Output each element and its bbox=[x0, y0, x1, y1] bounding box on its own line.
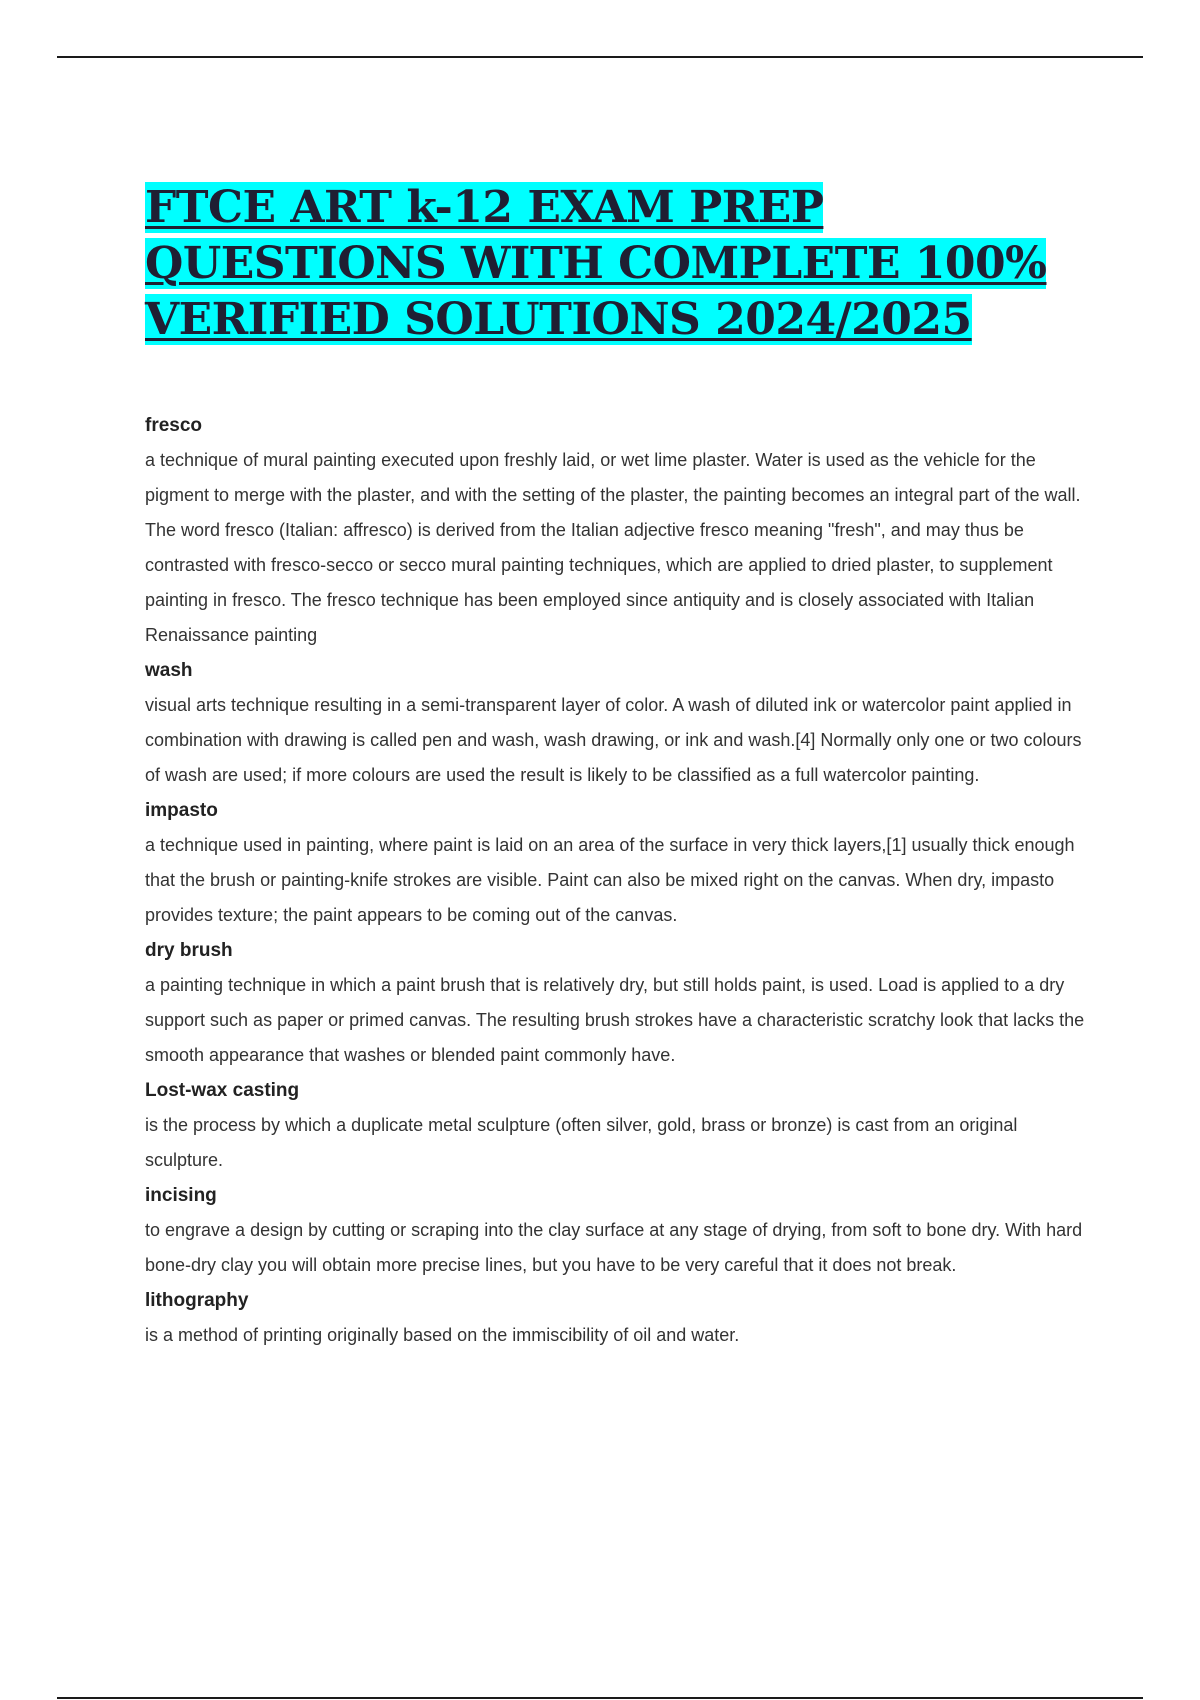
term-definition: a technique used in painting, where paint is laid on an area of the surface in very thick layers,[1] usually thick enough that the brush or painting-knife strokes are visible. Paint can also be mixed right on the canvas. When dry, impasto provides texture; the paint appears to be coming out of the canvas. bbox=[145, 835, 1075, 925]
term-heading: Lost-wax casting bbox=[145, 1080, 300, 1101]
term-heading: dry brush bbox=[145, 940, 233, 961]
term-definition: is the process by which a duplicate metal sculpture (often silver, gold, brass or bronze) is cast from an original sculpture. bbox=[145, 1115, 1018, 1170]
term-entry bbox=[145, 793, 1095, 933]
term-list bbox=[145, 408, 1095, 1353]
term-definition: is a method of printing originally based on the immiscibility of oil and water. bbox=[145, 1325, 740, 1345]
term-entry bbox=[145, 653, 1095, 793]
term-definition: to engrave a design by cutting or scraping into the clay surface at any stage of drying, from soft to bone dry. With hard bone-dry clay you will obtain more precise lines, but you have to be very careful that it does not break. bbox=[145, 1220, 1083, 1275]
top-divider bbox=[57, 56, 1143, 58]
term-heading: lithography bbox=[145, 1290, 249, 1311]
term-entry bbox=[145, 1283, 1095, 1353]
title-line: QUESTIONS WITH COMPLETE 100% bbox=[145, 238, 1047, 289]
title-line: VERIFIED SOLUTIONS 2024/2025 bbox=[145, 294, 972, 345]
term-definition: visual arts technique resulting in a semi-transparent layer of color. A wash of diluted ink or watercolor paint applied in combination with drawing is called pen and wash, wash drawing, or ink and wash.[4] Normally only one or two colours of wash are used; if more colours are used the result is likely to be classified as a full watercolor painting. bbox=[145, 695, 1082, 785]
term-heading: incising bbox=[145, 1185, 217, 1206]
term-entry bbox=[145, 933, 1095, 1073]
term-definition: a technique of mural painting executed upon freshly laid, or wet lime plaster. Water is used as the vehicle for the pigment to merge with the plaster, and with the setting of the plaster, the painting becomes an integral part of the wall. The word fresco (Italian: affresco) is derived from the Italian adjective fresco meaning "fresh", and may thus be contrasted with fresco-secco or secco mural painting techniques, which are applied to dried plaster, to supplement painting in fresco. The fresco technique has been employed since antiquity and is closely associated with Italian Renaissance painting bbox=[145, 450, 1081, 645]
term-entry bbox=[145, 1178, 1095, 1283]
document-title bbox=[145, 180, 1105, 348]
term-heading: wash bbox=[145, 660, 193, 681]
term-heading: impasto bbox=[145, 800, 218, 821]
bottom-divider bbox=[57, 1697, 1143, 1699]
term-entry bbox=[145, 1073, 1095, 1178]
title-line: FTCE ART k-12 EXAM PREP bbox=[145, 182, 824, 233]
term-heading: fresco bbox=[145, 415, 203, 436]
term-entry bbox=[145, 408, 1095, 653]
term-definition: a painting technique in which a paint brush that is relatively dry, but still holds paint, is used. Load is applied to a dry support such as paper or primed canvas. The resulting brush strokes have a characteristic scratchy look that lacks the smooth appearance that washes or blended paint commonly have. bbox=[145, 975, 1085, 1065]
